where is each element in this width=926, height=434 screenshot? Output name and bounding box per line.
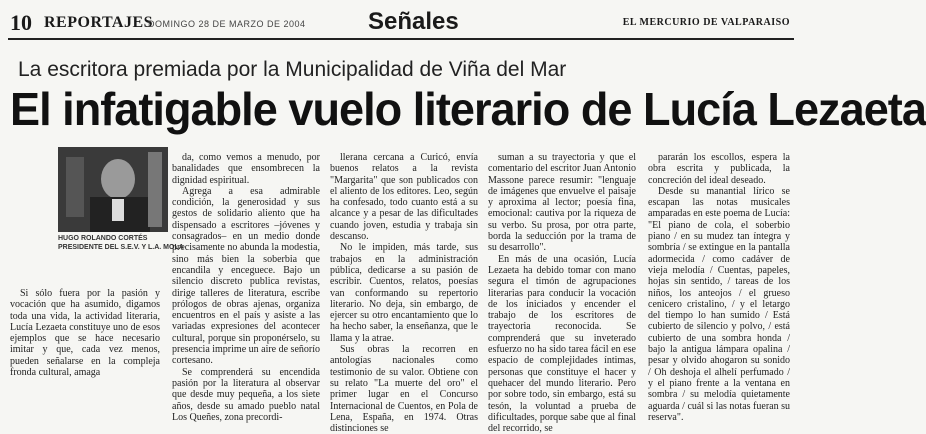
article-column-1: [10, 288, 160, 428]
paragraph: En más de una ocasión, Lucía Lezaeta ha debido tomar con mano segura el timón de agrupaciones literarias para conducir la vocación de los iniciados y encender el trabajo de los escritores de trayectoria reconocida. Se comprenderá que su inveterado esfuerzo no ha sido tarea fácil en ese espacio de complejidades íntimas, personas que constituye el hacer y quehacer del mundo literario. Pero por sobre todo, sin embargo, está su tesón, la voluntad a prueba de dificultades, porque sabe que al final del recorrido, se: [488, 253, 636, 434]
paragraph: da, como vemos a menudo, por banalidades que ensombrecen la dignidad espiritual.: [172, 152, 320, 186]
page-number: 10: [10, 10, 32, 35]
photo-credit-name: HUGO ROLANDO CORTÉS: [58, 235, 148, 242]
page-header: [8, 8, 794, 40]
article-column-2: [172, 152, 320, 427]
paragraph: suman a su trayectoria y que el comentario del escritor Juan Antonio Massone parece resumir: "lenguaje de imágenes que envuelve el paisaje y aproxima al lector; poesía fina, emocional: cautiva por la riqueza de su verbo. Su prosa, por otra parte, borda la seducción por la trama de su desarrollo".: [488, 152, 636, 254]
paragraph: Si sólo fuera por la pasión y vocación que ha asumido, digamos toda una vida, la actividad literaria, Lucía Lezaeta constituye uno de esos ejemplos que se hace necesario imitar y que, cada vez menos, pueden señalarse en la compleja fronda cultural, amaga: [10, 288, 160, 379]
photo-credit-role: PRESIDENTE DEL S.E.V. Y L.A. MOLA: [58, 244, 184, 251]
paragraph: Sus obras la recorren en antologías nacionales como testimonio de su valor. Obtiene con su relato "La muerte del oro" el primer lugar en el Concurso Internacional de Cuentos, en Pola de Lena, España, en 1974. Otras distinciones se: [330, 344, 478, 434]
section-name: REPORTAJES: [44, 14, 154, 31]
publication-date: DOMINGO 28 DE MARZO DE 2004: [148, 19, 306, 29]
paragraph: pararán los escollos, espera la obra escrita y publicada, la concreción del ideal deseado.: [648, 152, 790, 186]
supplement-brand: Señales: [368, 8, 459, 35]
paragraph: No le impiden, más tarde, sus trabajos en la administración pública, dedicarse a su pasión de escribir. Cuentos, relatos, poesías van conformando su repertorio literario. No deja, sin embargo, de ejercer su otro encantamiento que lo ha hecho saber, la enseñanza, que le llama y la atrae.: [330, 242, 478, 344]
author-photo: [58, 147, 168, 232]
article-headline: El infatigable vuelo literario de Lucía Lezaeta: [10, 83, 926, 135]
article-column-3: [330, 152, 478, 434]
article-kicker: La escritora premiada por la Municipalidad de Viña del Mar: [18, 58, 567, 81]
newspaper-name: EL MERCURIO DE VALPARAISO: [622, 17, 790, 28]
paragraph: Agrega a esa admirable condición, la generosidad y sus gestos de solidario aliento que ha dispensado a escritores –jóvenes y consagrados– en un medio donde precisamente no abunda la modestia, sino más bien la soberbia que encandila y enceguece. Bajo un silencio discreto publica revistas, dirige talleres de literatura, escribe prólogos de obras ajenas, organiza encuentros en el país y asiste a las variadas expresiones del acontecer cultural, porque sin proponérselo, su presencia imprime un aire de señorío cortesano.: [172, 185, 320, 367]
article-column-5: [648, 152, 790, 427]
paragraph: llerana cercana a Curicó, envía buenos relatos a la revista "Margarita" que son publicados con el aliento de los editores. Leo, según ha confesado, todo cuanto está a su alcance y a pesar de las dificultades cuando joven, estudia y trabaja sin descanso.: [330, 152, 478, 243]
article-column-4: [488, 152, 636, 434]
paragraph: Se comprenderá su encendida pasión por la literatura al observar que desde muy pequeña, a los siete años, desde su amado pueblo natal Los Queñes, zona precordi-: [172, 366, 320, 423]
paragraph: Desde su manantial lírico se escapan las notas musicales amparadas en este poema de Lucía: "El piano de cola, el soberbio piano / en su mudez tan íntegra y sombría / se extingue en la pantalla adormecida / como cadáver de vieja melodía / Cuentas, papeles, hojas sin sentido, / tareas de los niños, los anteojos / el grueso cenicero cristalino, / y el letargo del tiempo lo han sumido / Está cubierto de silencio y polvo, / está cubierto de una sombra honda / bajo la antigua lámpara opalina / pesar y olvido ahogaron su sonido / Oh deshoja el alhelí perfumado / y el piano frente a la ventana en sombra / su melodía quietamente aguarda / cuál si las notas fueran su reserva".: [648, 185, 790, 423]
